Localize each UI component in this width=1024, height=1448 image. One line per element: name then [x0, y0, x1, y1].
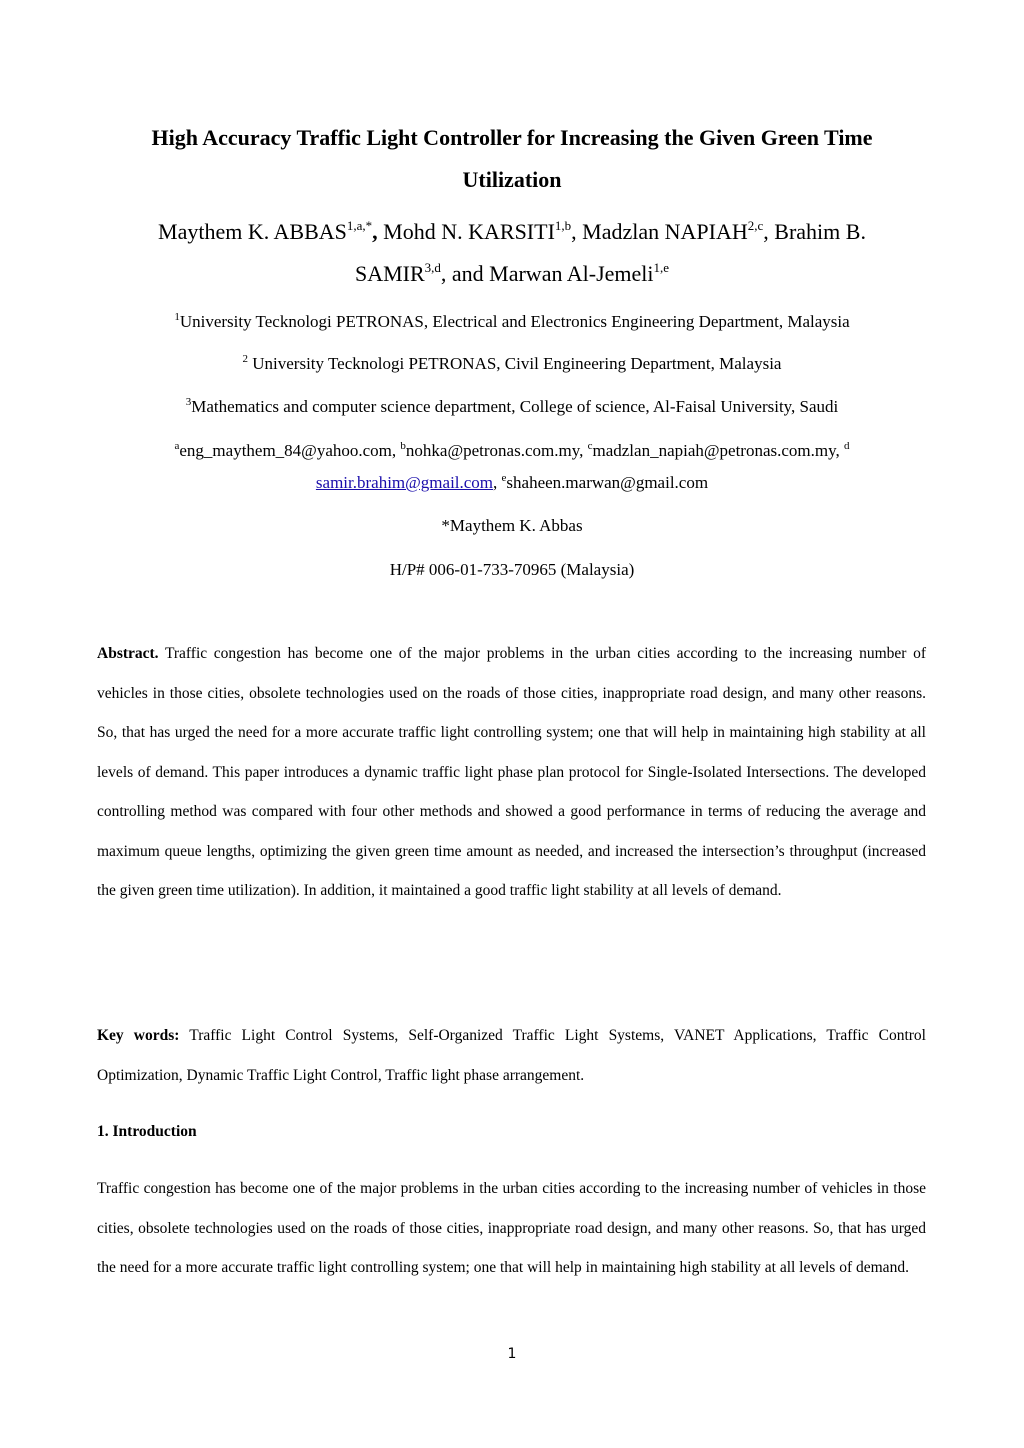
affiliation-2: [60, 353, 964, 375]
email-c-sup: c: [587, 440, 593, 452]
affiliation-1: [60, 311, 964, 333]
author-line-2: SAMIR$^{3,d}$, and Marwan Al-Jemeli$^{1,e}$: [354, 260, 670, 286]
affiliation-1-sup: 1: [174, 311, 180, 323]
abstract-paragraph: [97, 634, 926, 911]
author-line-1: Maythem K. $ABBAS^{1,a,*}$, Mohd N. KARSITI$^{1,b}$, Madzlan NAPIAH$^{2,c}$, Brahim B.: [158, 218, 866, 244]
affiliation-2-text: University Tecknologi PETRONAS, Civil Engineering Department, Malaysia: [252, 354, 782, 373]
author-2-sup: 1,b: [554, 218, 572, 233]
affiliation-3-text: Mathematics and computer science department, College of science, Al-Faisal University, Saudi: [191, 397, 839, 416]
author-list: [60, 211, 964, 295]
introduction-paragraph: Traffic congestion has become one of the major problems in the urban cities according to the increasing number of vehicles in those cities, obsolete technologies used on the roads of those cities, inappropriate road design, and many other reasons. So, that has urged the need for a more accurate traffic light controlling system; one that will help in maintaining high stability at all levels of demand.: [97, 1180, 926, 1276]
paper-title: [60, 117, 964, 201]
author-4-sup: 3,d: [424, 260, 441, 275]
section-heading-introduction: 1. Introduction: [97, 1123, 197, 1140]
affiliation-2-sup: 2: [242, 353, 249, 365]
abstract-text: Traffic congestion has become one of the major problems in the urban cities according to the increasing number of vehicles in those cities, obsolete technologies used on the roads of those cities, inappropriate road design, and many other reasons. So, that has urged the need for a more accurate traffic light controlling system; one that will help in maintaining high stability at all levels of demand. This paper introduces a dynamic traffic light phase plan protocol for Single-Isolated Intersections. The developed controlling method was compared with four other methods and showed a good performance in terms of reducing the average and maximum queue lengths, optimizing the given green time amount as needed, and increased the intersection’s throughput (increased the given green time utilization). In addition, it maintained a good traffic light stability at all levels of demand.: [97, 645, 926, 899]
abstract-label: Abstract.: [97, 645, 159, 662]
affiliation-1-text: University Tecknologi PETRONAS, Electrical and Electronics Engineering Department, Malaysia: [179, 312, 850, 331]
author-5-name: Marwan Al-Jemeli: [489, 261, 654, 286]
author-4-name-part2: SAMIR: [354, 261, 425, 286]
affiliation-3: [60, 396, 964, 418]
corresponding-author: *Maythem K. Abbas: [441, 516, 583, 535]
email-d-sup: d: [844, 440, 850, 452]
author-5-prefix: and: [451, 261, 484, 286]
keywords-label: Key words:: [97, 1027, 180, 1044]
affiliation-3-sup: 3: [185, 396, 192, 408]
title-line-2: Utilization: [462, 167, 562, 192]
email-line-2: samir.brahim@gmail.com, $^e$shaheen.marwan@gmail.com: [315, 472, 709, 492]
page-number: 1: [507, 1346, 517, 1362]
author-3-sup: 2,c: [747, 218, 764, 233]
author-2-name: Mohd N. KARSITI: [383, 219, 555, 244]
keywords-text: Traffic Light Control Systems, Self-Organized Traffic Light Systems, VANET Applications, Traffic Control Optimization, Dynamic Traffic Light Control, Traffic light phase arrangement.: [97, 1027, 926, 1084]
email-d-link[interactable]: samir.brahim@gmail.com: [315, 473, 494, 492]
author-1-sup: 1,a,*: [346, 218, 373, 233]
email-a-sup: a: [174, 440, 180, 452]
email-b: nohka@petronas.com.my,: [405, 441, 584, 460]
keywords-paragraph: [97, 1016, 926, 1095]
email-c: madzlan_napiah@petronas.com.my,: [592, 441, 840, 460]
author-3-name: Madzlan NAPIAH: [582, 219, 748, 244]
title-line-1: High Accuracy Traffic Light Controller for Increasing the Given Green Time: [151, 125, 873, 150]
author-1-name: Maythem K. ABBAS: [158, 219, 347, 244]
email-e-sup: e: [501, 472, 507, 484]
author-4-name-part1: Brahim B.: [774, 219, 866, 244]
email-e: shaheen.marwan@gmail.com: [506, 473, 709, 492]
email-line-1: [60, 440, 964, 462]
corresponding-phone: H/P# 006-01-733-70965 (Malaysia): [389, 560, 635, 579]
email-b-sup: b: [400, 440, 406, 452]
email-a: eng_maythem_84@yahoo.com,: [179, 441, 397, 460]
author-5-sup: 1,e: [653, 260, 670, 275]
